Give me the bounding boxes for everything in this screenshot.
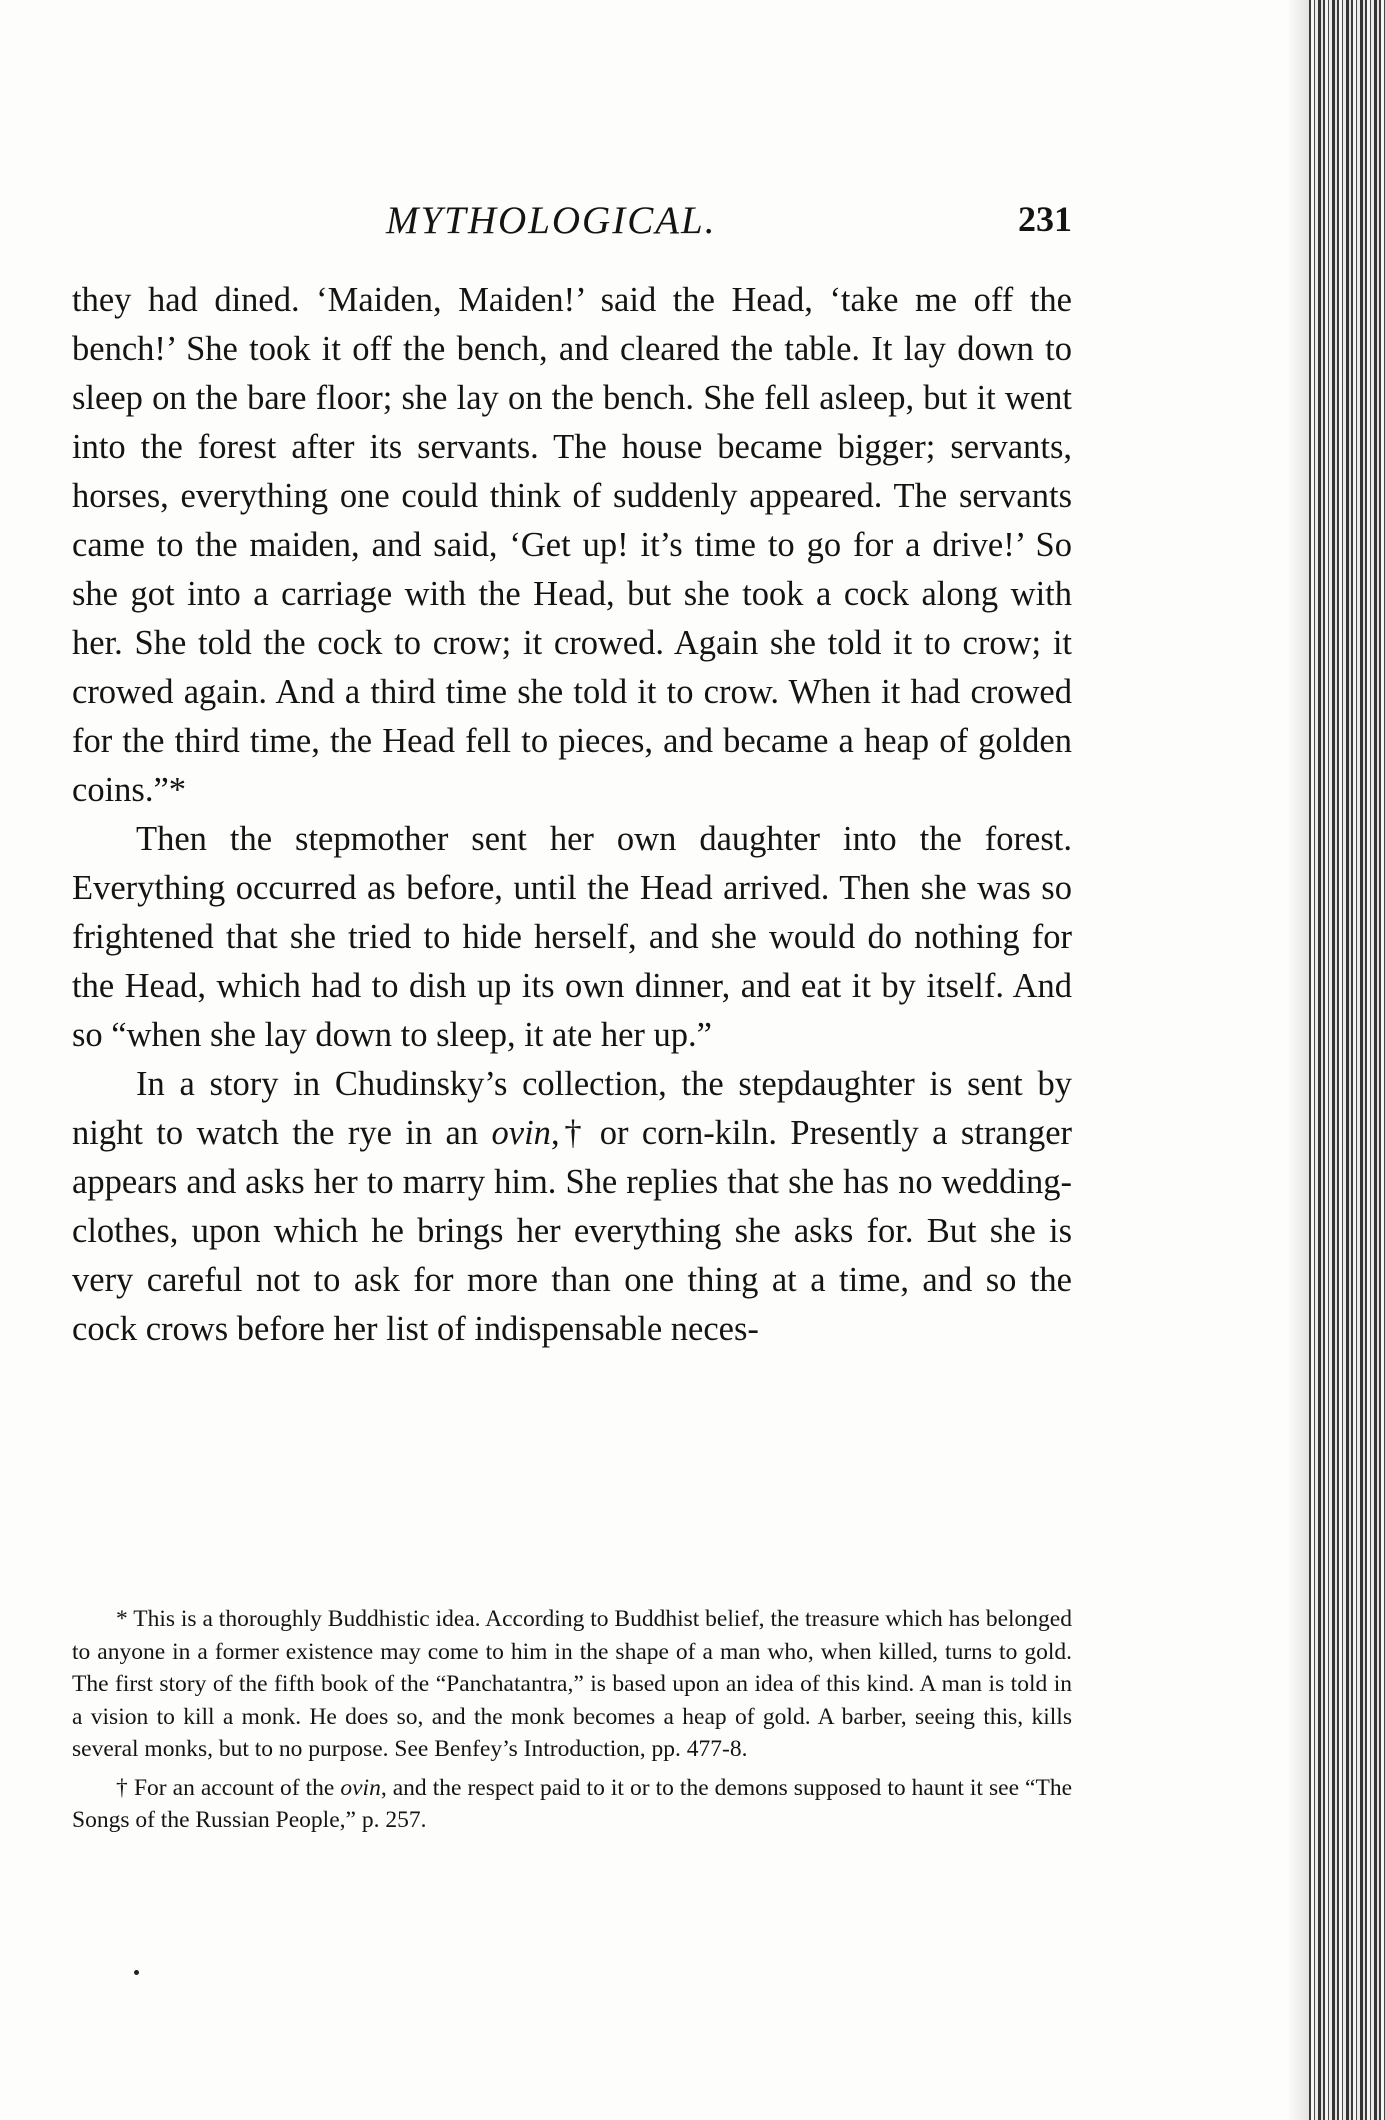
- paragraph-1: they had dined. ‘Maiden, Maiden!’ said the Head, ‘take me off the bench!’ She took it off the bench, and cleared the table. It lay down to sleep on the bare floor; she lay on the bench. She fell asleep, but it went into the forest after its servants. The house became bigger; servants, horses, everything one could think of suddenly appeared. The servants came to the maiden, and said, ‘Get up! it’s time to go for a drive!’ So she got into a carriage with the Head, but she took a cock along with her. She told the cock to crow; it crowed. Again she told it to crow; it crowed again. And a third time she told it to crow. When it had crowed for the third time, the Head fell to pieces, and became a heap of golden coins.”*: [72, 281, 1072, 809]
- footnote-2-text-b: , and the respect paid to it or to the demons supposed to haunt it see “The Songs of the Russian People,” p. 257.: [72, 1774, 1073, 1833]
- binding-shadow: [1287, 0, 1309, 2120]
- running-head-title: MYTHOLOGICAL.: [386, 199, 717, 242]
- scan-speck: [134, 1970, 139, 1975]
- footnote-2-text-a: † For an account of the: [116, 1774, 341, 1801]
- paragraph-3-text-b: ,† or corn-kiln. Presently a stranger appears and asks her to marry him. She replies that she has no wedding-clothes, upon which he brings her everything she asks for. But she is very careful not to ask for more than one thing at a time, and so the cock crows before her list of indispensable neces-: [72, 1114, 1073, 1348]
- paragraph-3: [72, 1060, 1072, 1354]
- running-head: [74, 198, 1072, 248]
- body-text: [72, 276, 1072, 1354]
- paragraph-2: Then the stepmother sent her own daughter into the forest. Everything occurred as before, until the Head arrived. Then she was so frightened that she tried to hide herself, and she would do nothing for the Head, which had to dish up its own dinner, and eat it by itself. And so “when she lay down to sleep, it ate her up.”: [72, 820, 1072, 1054]
- footnote-1: * This is a thoroughly Buddhistic idea. According to Buddhist belief, the treasure which has belonged to anyone in a former existence may come to him in the shape of a man who, when killed, turns to gold. The first story of the fifth book of the “Panchatantra,” is based upon an idea of this kind. A man is told in a vision to kill a monk. He does so, and the monk becomes a heap of gold. A barber, seeing this, kills several monks, but to no purpose. See Benfey’s Introduction, pp. 477-8.: [72, 1606, 1072, 1762]
- paragraph-3-italic-ovin: ovin: [491, 1114, 551, 1152]
- page-number: 231: [1018, 199, 1072, 239]
- binding-edge: [1309, 0, 1385, 2120]
- footnote-2: [72, 1772, 1072, 1837]
- footnotes: [72, 1603, 1072, 1843]
- footnote-2-italic-ovin: ovin: [340, 1774, 381, 1801]
- paragraph-3-text-a: In a story in Chudinsky’s collection, the stepdaughter is sent by night to watch the rye in an: [72, 1065, 1072, 1152]
